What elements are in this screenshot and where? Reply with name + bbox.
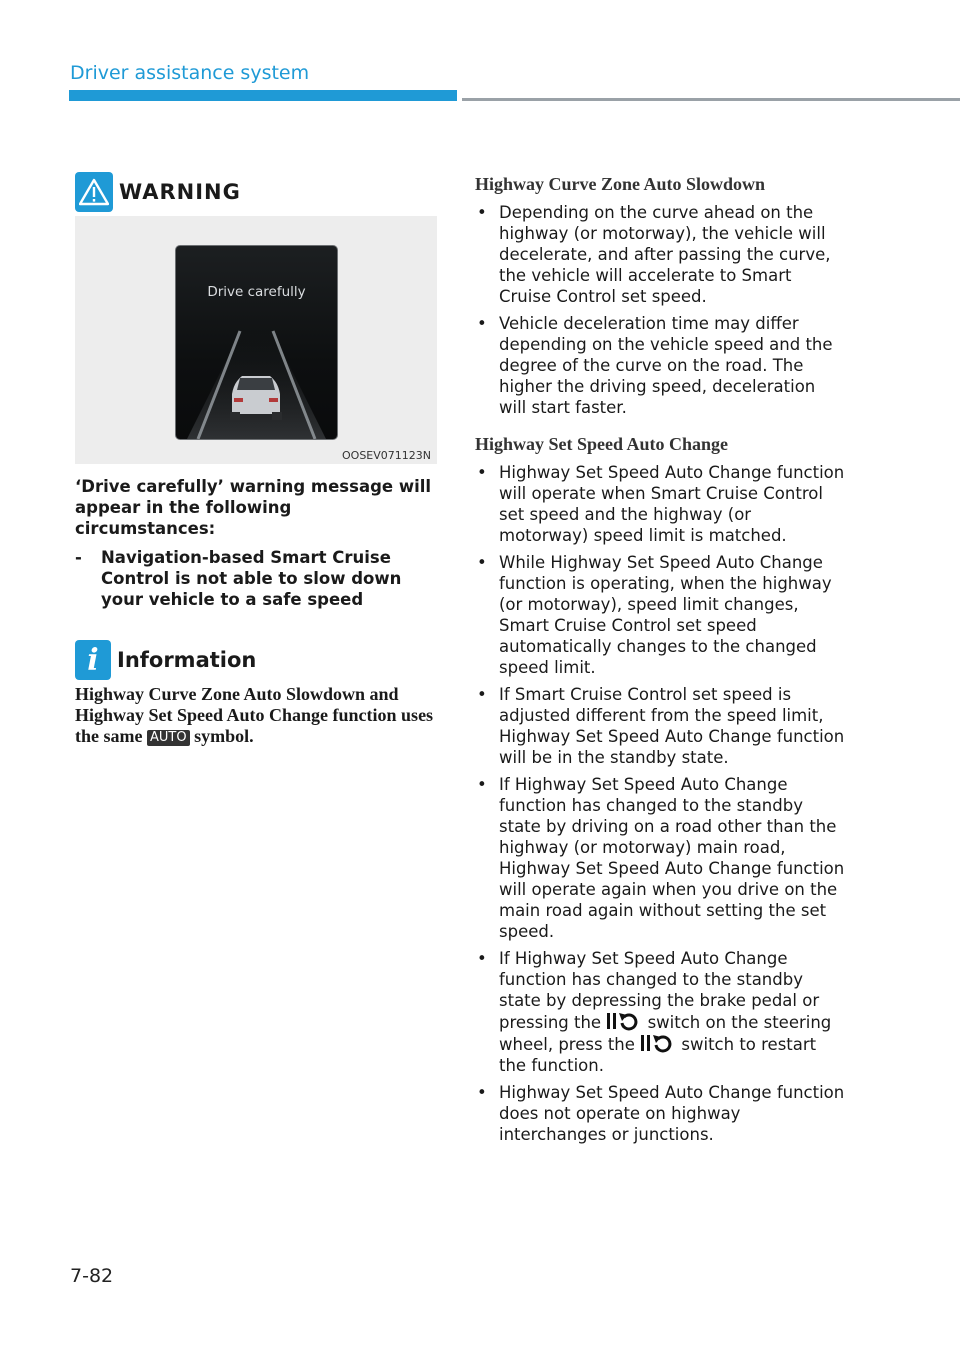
list-item: • Highway Set Speed Auto Change function will operate when Smart Cruise Control set speed and the highway (or motorway) speed limit is matched. xyxy=(475,462,845,546)
warning-intro: ‘Drive carefully’ warning message will appear in the following circumstances: xyxy=(75,477,432,538)
section-title: Highway Curve Zone Auto Slowdown xyxy=(475,174,766,194)
section-title: Highway Set Speed Auto Change xyxy=(475,434,729,454)
header-title: Driver assistance system xyxy=(70,62,310,84)
cluster-figure xyxy=(75,216,437,464)
information-text-part: symbol. xyxy=(194,726,254,746)
list-item: • If Smart Cruise Control set speed is adjusted different from the speed limit, Highway Set Speed Auto Change function will be in the standby state. xyxy=(475,684,845,768)
list-item: • Depending on the curve ahead on the highway (or motorway), the vehicle will decelerate, and after passing the curve, the vehicle will accelerate to Smart Cruise Control set speed. xyxy=(475,202,845,307)
cluster-message: Drive carefully xyxy=(207,284,306,300)
list-item xyxy=(75,547,437,610)
list-item-text: switch on the steering wheel, press the xyxy=(499,1013,832,1054)
list-item-text: If Highway Set Speed Auto Change function has changed to the standby state by depressing the brake pedal or pressing the xyxy=(499,949,820,1032)
cluster-screen xyxy=(175,245,338,440)
header-bar-rule xyxy=(462,98,960,101)
list-item: • If Highway Set Speed Auto Change function has changed to the standby state by driving on a road other than the highway (or motorway) main road, Highway Set Speed Auto Change function will operate again when you drive on the main road again without setting the set speed. xyxy=(475,774,845,942)
warning-heading xyxy=(75,170,437,214)
information-heading xyxy=(75,638,437,682)
list-item-text: Navigation-based Smart Cruise Control is not able to slow down your vehicle to a safe speed xyxy=(101,548,402,609)
bullet-list xyxy=(475,202,845,418)
warning-triangle-icon xyxy=(75,172,113,212)
list-item: • While Highway Set Speed Auto Change function is operating, when the highway (or motorway), speed limit changes, Smart Cruise Control set speed automatically changes to the changed speed limit. xyxy=(475,552,845,678)
cruise-switch-icon xyxy=(606,1011,642,1031)
list-item-text: switch to restart the function. xyxy=(499,1035,817,1075)
page-number: 7-82 xyxy=(70,1265,114,1287)
list-item: • Highway Set Speed Auto Change function does not operate on highway interchanges or junctions. xyxy=(475,1082,845,1145)
warning-title: WARNING xyxy=(119,180,241,204)
information-text-part: Highway Curve Zone Auto Slowdown and Highway Set Speed Auto Change function uses the same xyxy=(75,684,434,746)
list-item xyxy=(475,948,845,1076)
information-text xyxy=(75,684,437,747)
warning-list xyxy=(75,547,437,610)
dash-mark: - xyxy=(75,548,82,567)
auto-badge: AUTO xyxy=(147,730,190,746)
cruise-switch-icon xyxy=(640,1033,676,1053)
figure-code: OOSEV071123N xyxy=(342,449,431,462)
left-column xyxy=(75,170,437,747)
list-item: • Vehicle deceleration time may differ depending on the vehicle speed and the degree of the curve on the road. The higher the driving speed, deceleration will start faster. xyxy=(475,313,845,418)
info-icon: i xyxy=(75,640,111,680)
bullet-list xyxy=(475,462,845,1145)
right-column xyxy=(475,172,845,1151)
information-title: Information xyxy=(117,648,257,672)
header-bar-accent xyxy=(69,90,457,101)
